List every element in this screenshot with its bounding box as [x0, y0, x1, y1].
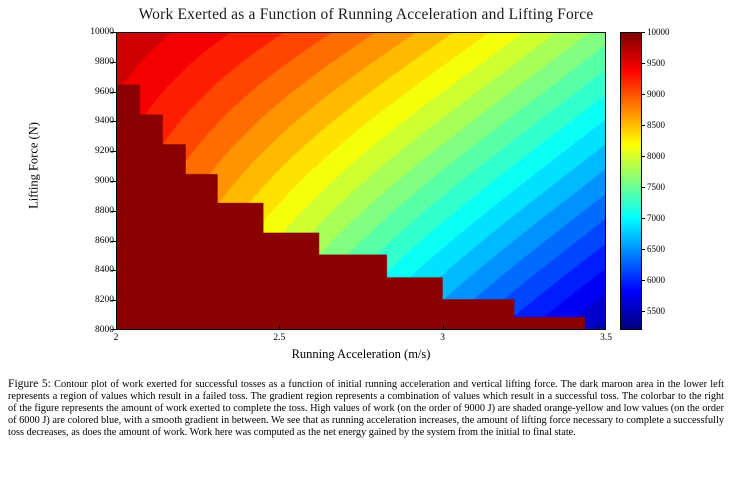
colorbar-tick-label: 10000: [647, 27, 670, 37]
y-axis-title: Lifting Force (N): [26, 122, 41, 209]
y-tick-label: 9600: [95, 86, 114, 97]
chart-title: Work Exerted as a Function of Running Acceleration and Lifting Force: [138, 6, 594, 23]
y-tick-label: 9200: [95, 146, 114, 157]
colorbar-tick-label: 8000: [647, 151, 665, 162]
caption-text: Contour plot of work exerted for successful tosses as a function of initial running acceleration and vertical lifting force. The dark maroon area in the lower left represents a region of values which result in a failed toss. The gradient region represents a combination of values which result in a successful toss. The colorbar to the right of the figure represents the amount of work exerted to complete the toss. High values of work (on the order of 9000 J) are shaded orange-yellow and low values (on the order of 6000 J) are colored blue, with a smooth gradient in between. We see that as running acceleration increases, the amount of lifting force necessary to complete a successfully toss decreases, as does the amount of work. Work here was computed as the net energy gained by the system from the initial to final state.: [8, 379, 724, 439]
x-tick-mark: [443, 325, 444, 330]
x-tick-label: 3: [440, 333, 446, 343]
x-axis-title: Running Acceleration (m/s): [291, 347, 431, 361]
colorbar-tick-label: 6000: [647, 275, 665, 286]
y-tick-label: 9400: [95, 116, 114, 127]
y-tick-label: 8000: [95, 325, 114, 335]
colorbar-tick-label: 9000: [647, 89, 665, 100]
y-tick-label: 8800: [95, 205, 114, 216]
y-axis-tick-labels: [70, 27, 114, 335]
colorbar-tick-label: 8500: [647, 120, 665, 131]
figure-caption: [8, 378, 724, 439]
colorbar-tick-labels: [644, 27, 684, 330]
plot-area: [116, 32, 606, 330]
y-tick-label: 9000: [95, 176, 114, 186]
y-tick-label: 8600: [95, 235, 114, 246]
heatmap-canvas: [117, 33, 605, 329]
y-tick-label: 8400: [95, 265, 114, 276]
colorbar: [620, 32, 642, 330]
colorbar-tick-label: 7500: [647, 182, 665, 193]
x-tick-label: 2: [113, 333, 119, 343]
colorbar-tick-label: 6500: [647, 244, 665, 255]
y-tick-label: 8200: [95, 295, 114, 306]
colorbar-tick-label: 7000: [647, 213, 665, 224]
x-axis-tick-labels: [113, 333, 612, 347]
x-tick-label: 3.5: [600, 333, 612, 343]
x-tick-mark: [605, 325, 606, 330]
colorbar-tick-label: 9500: [647, 58, 665, 69]
x-tick-mark: [279, 325, 280, 330]
x-tick-mark: [116, 325, 117, 330]
caption-number: Figure 5:: [8, 377, 51, 390]
colorbar-tick-label: 5500: [647, 306, 665, 317]
y-tick-label: 9800: [95, 56, 114, 67]
y-tick-label: 10000: [90, 27, 114, 37]
colorbar-canvas: [621, 33, 641, 329]
x-tick-label: 2.5: [273, 333, 286, 343]
